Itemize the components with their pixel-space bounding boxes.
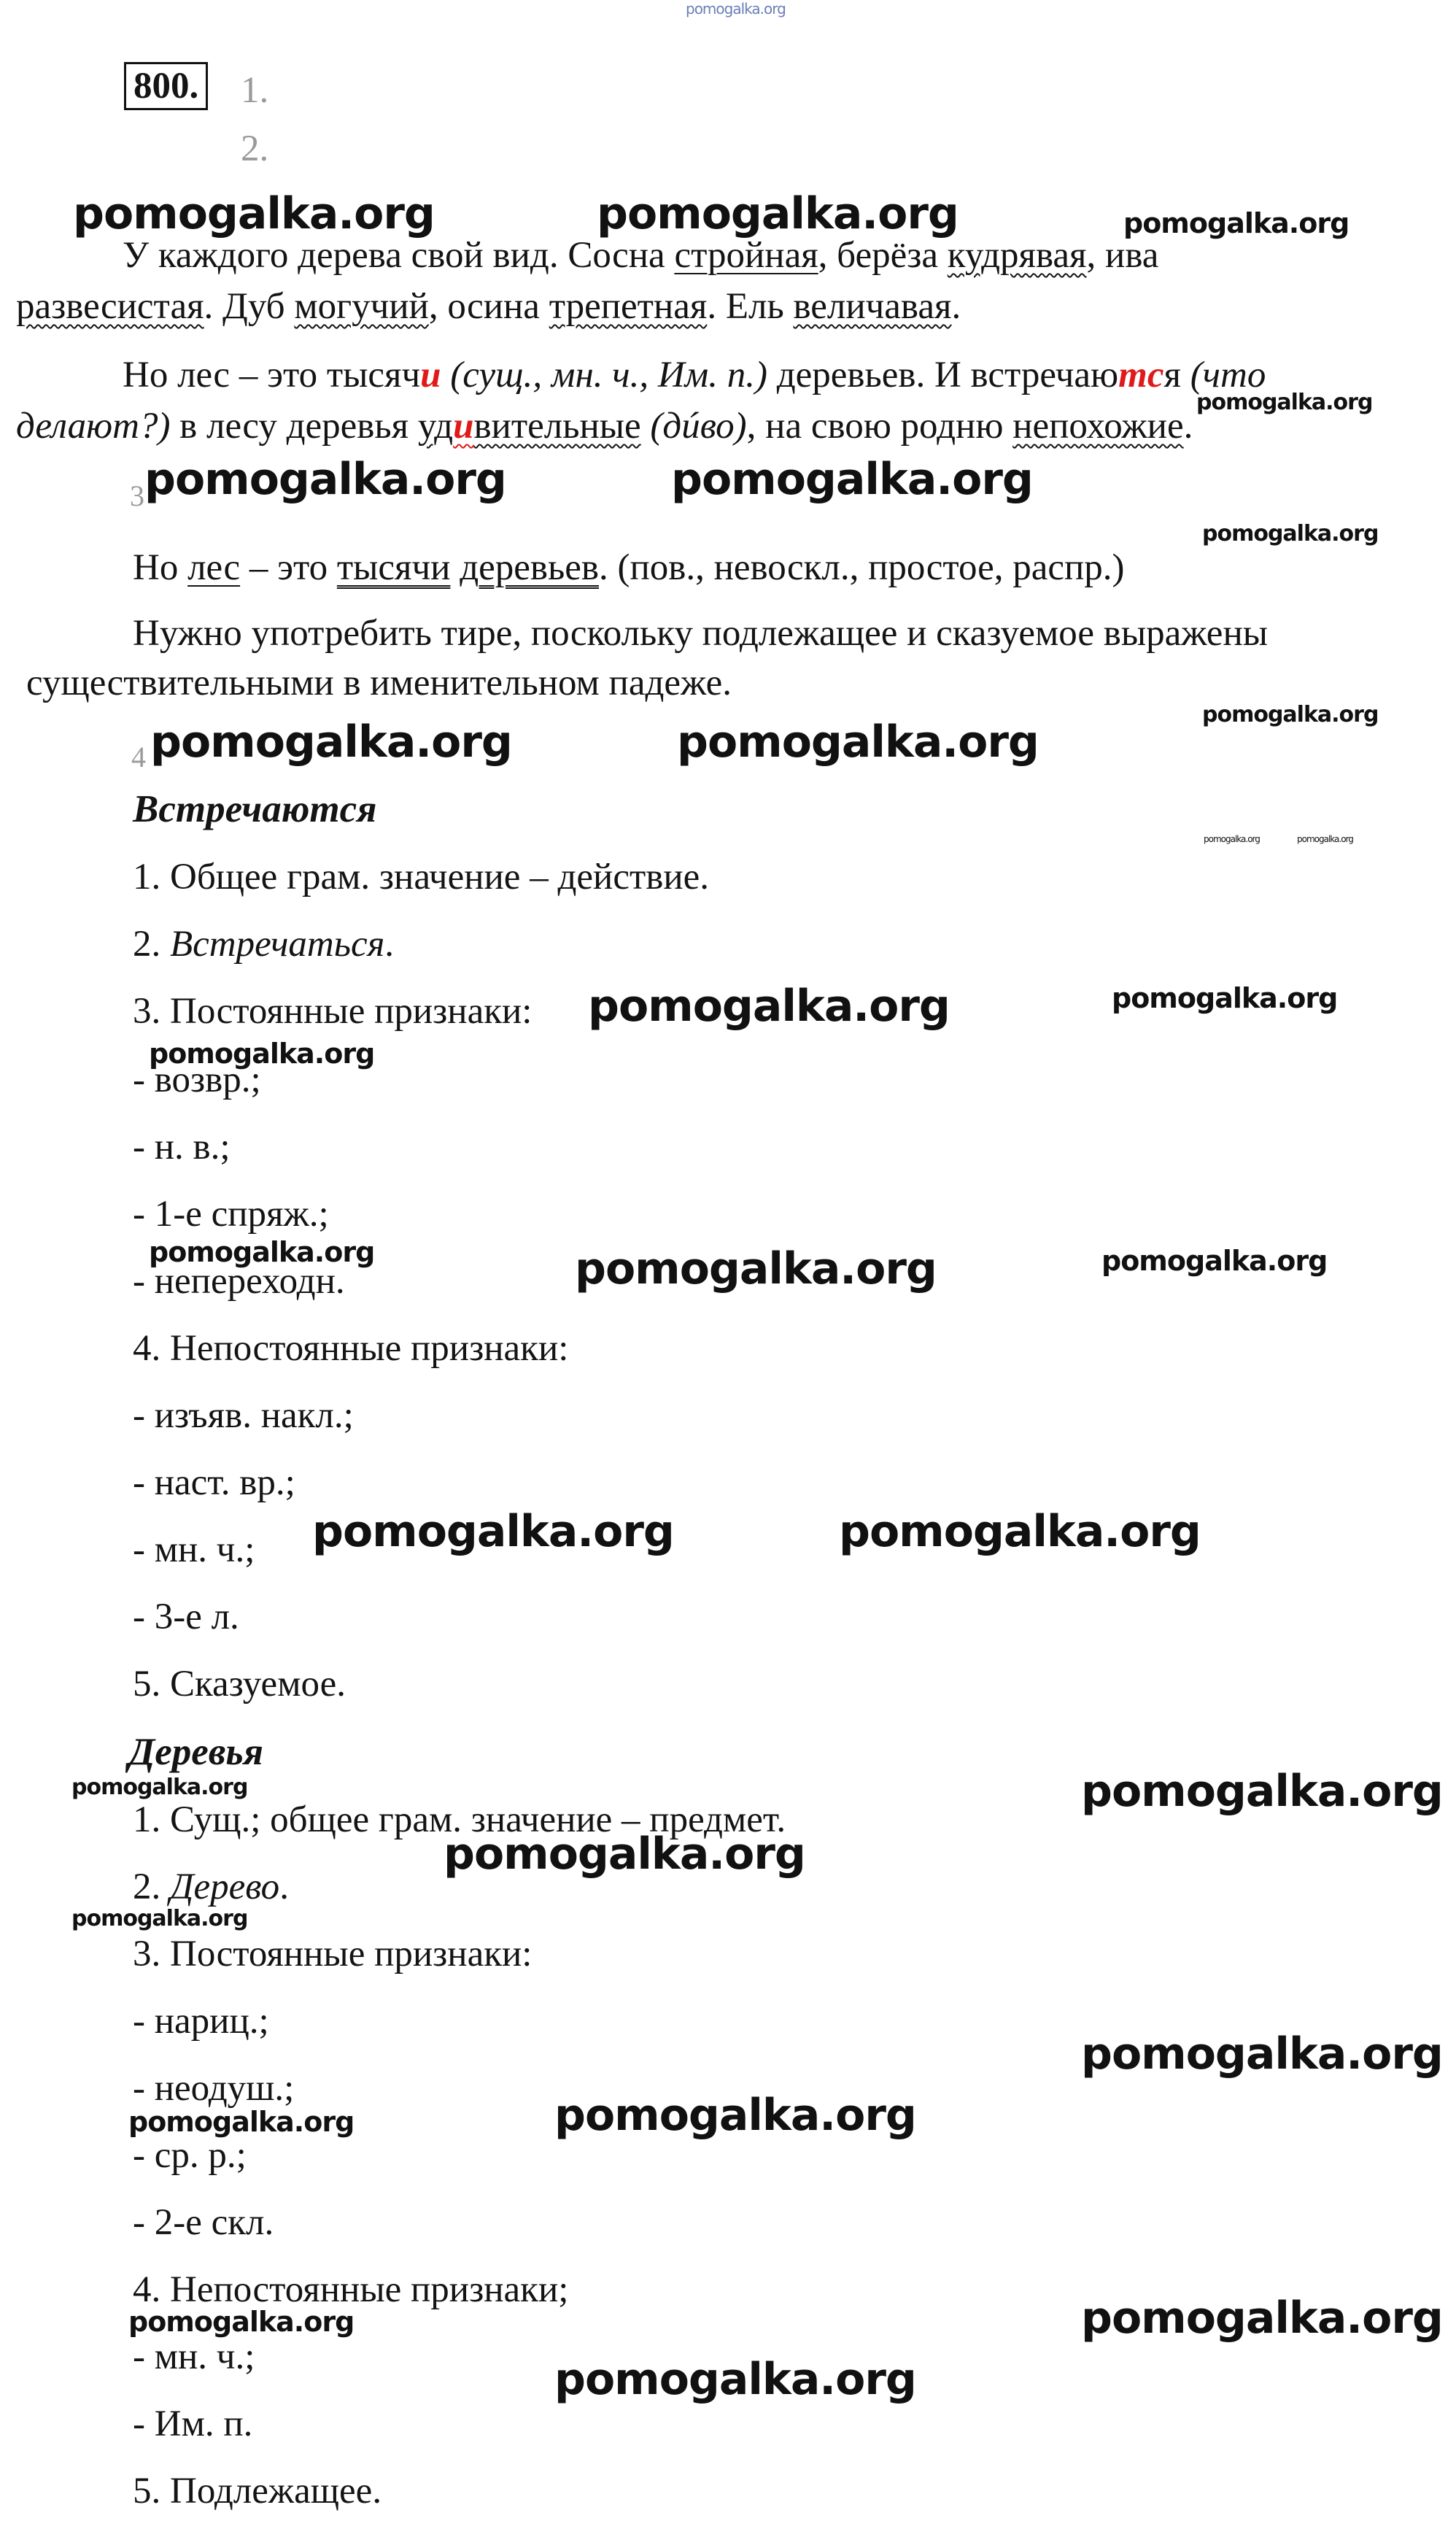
- watermark: pomogalka.org: [1297, 834, 1353, 844]
- para3: Но лес – это тысячи деревьев. (пов., невоскл., простое, распр.): [133, 547, 1125, 588]
- watermark: pomogalka.org: [1123, 207, 1349, 239]
- watermark: pomogalka.org: [671, 454, 1033, 505]
- section1-item4c: - мн. ч.;: [133, 1529, 255, 1570]
- section1-item4: 4. Непостоянные признаки:: [133, 1328, 569, 1369]
- sub-number-1: 1.: [241, 70, 269, 111]
- section2-item3c: - ср. р.;: [133, 2135, 247, 2176]
- watermark: pomogalka.org: [1081, 2293, 1443, 2344]
- watermark: pomogalka.org: [444, 1829, 805, 1880]
- sub-number-3: 3: [130, 479, 144, 512]
- section2-item2: 2. Дерево.: [133, 1866, 289, 1907]
- sub-number-2: 2.: [241, 128, 269, 169]
- watermark: pomogalka.org: [128, 2106, 355, 2138]
- task-number: 800.: [124, 62, 208, 110]
- section2-item3: 3. Постоянные признаки:: [133, 1934, 533, 1974]
- watermark: pomogalka.org: [128, 2306, 355, 2338]
- watermark: pomogalka.org: [149, 1038, 375, 1070]
- watermark: pomogalka.org: [71, 1775, 248, 1800]
- watermark: pomogalka.org: [839, 1506, 1201, 1557]
- watermark: pomogalka.org: [677, 717, 1039, 768]
- watermark: pomogalka.org: [149, 1236, 375, 1268]
- section1-item3: 3. Постоянные признаки:: [133, 991, 533, 1032]
- watermark: pomogalka.org: [554, 2354, 916, 2405]
- watermark: pomogalka.org: [71, 1906, 248, 1931]
- watermark: pomogalka.org: [1081, 1766, 1443, 1817]
- para1-line1: У каждого дерева свой вид. Сосна стройная, берёза кудрявая, ива: [123, 235, 1159, 276]
- watermark: pomogalka.org: [1204, 834, 1260, 844]
- section2-item4a: - мн. ч.;: [133, 2336, 255, 2377]
- section1-item4b: - наст. вр.;: [133, 1462, 295, 1503]
- watermark: pomogalka.org: [73, 188, 435, 239]
- watermark: pomogalka.org: [588, 981, 950, 1032]
- section1-item1: 1. Общее грам. значение – действие.: [133, 857, 710, 897]
- para2-line1: Но лес – это тысячи (сущ., мн. ч., Им. п.) деревьев. И встречаются (что: [123, 355, 1266, 395]
- watermark: pomogalka.org: [1112, 982, 1338, 1014]
- section1-heading: Встречаются: [133, 788, 377, 830]
- watermark: pomogalka.org: [1081, 2028, 1443, 2080]
- section1-item3a: - возвр.;: [133, 1059, 261, 1100]
- watermark: pomogalka.org: [312, 1506, 674, 1557]
- para2-line2: делают?) в лесу деревья удивительные (дúво), на свою родню непохожие.: [16, 406, 1193, 447]
- section2-heading: Деревья: [128, 1731, 263, 1773]
- watermark: pomogalka.org: [1202, 521, 1379, 547]
- section1-item3d: - непереходн.: [133, 1261, 345, 1302]
- section1-item5: 5. Сказуемое.: [133, 1664, 346, 1705]
- para1-line2: развесистая. Дуб могучий, осина трепетная. Ель величавая.: [16, 286, 961, 327]
- watermark: pomogalka.org: [150, 717, 512, 768]
- watermark: pomogalka.org: [1202, 702, 1379, 727]
- section2-item3d: - 2-е скл.: [133, 2202, 274, 2243]
- section1-item3b: - н. в.;: [133, 1127, 231, 1167]
- watermark: pomogalka.org: [1101, 1245, 1328, 1277]
- para4-line1: Нужно употребить тире, поскольку подлежащее и сказуемое выражены: [133, 613, 1268, 654]
- watermark: pomogalka.org: [144, 454, 506, 505]
- section2-item4b: - Им. п.: [133, 2404, 253, 2444]
- section1-item3c: - 1-е спряж.;: [133, 1194, 329, 1235]
- watermark: pomogalka.org: [597, 188, 959, 239]
- section1-item4a: - изъяв. накл.;: [133, 1395, 354, 1436]
- watermark-top: pomogalka.org: [686, 0, 786, 18]
- para4-line2: существительными в именительном падеже.: [26, 663, 732, 703]
- sub-number-4: 4: [131, 741, 146, 773]
- section1-item4d: - 3-е л.: [133, 1597, 239, 1637]
- section1-item2: 2. Встречаться.: [133, 924, 395, 965]
- watermark: pomogalka.org: [554, 2090, 916, 2141]
- watermark: pomogalka.org: [1196, 390, 1373, 415]
- section2-item1: 1. Сущ.; общее грам. значение – предмет.: [133, 1799, 786, 1840]
- watermark: pomogalka.org: [575, 1243, 937, 1294]
- section2-item3b: - неодуш.;: [133, 2068, 295, 2109]
- section2-item4: 4. Непостоянные признаки;: [133, 2269, 569, 2310]
- section2-item5: 5. Подлежащее.: [133, 2471, 382, 2512]
- section2-item3a: - нариц.;: [133, 2001, 269, 2042]
